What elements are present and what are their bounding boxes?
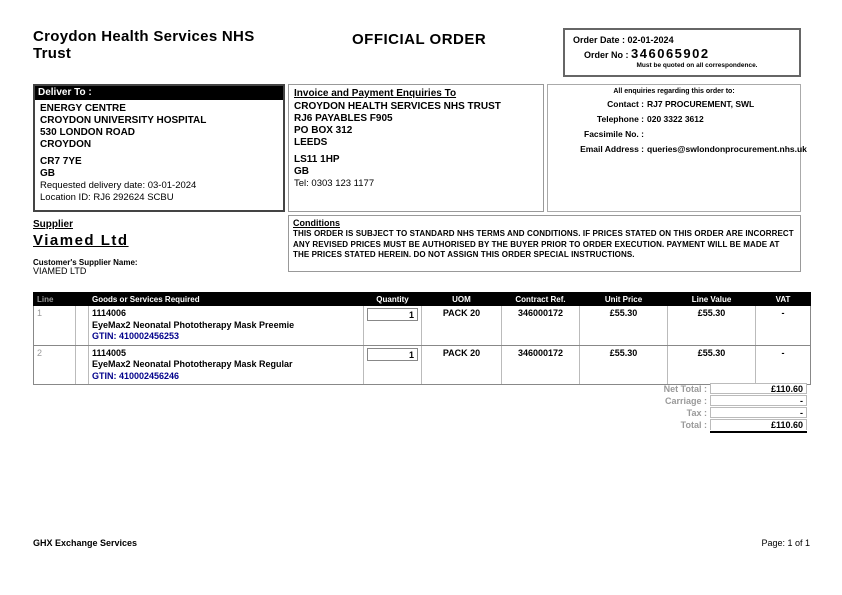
tax-label: Tax : [686,407,707,418]
invoice-address-line: CROYDON HEALTH SERVICES NHS TRUST [294,101,501,112]
col-header-uom: UOM [422,293,502,306]
item-gtin: GTIN: 410002456253 [92,331,180,341]
order-date-label: Order Date : [573,35,626,45]
table-header-row [34,293,811,306]
col-header-unit-price: Unit Price [580,293,668,306]
col-header-quantity: Quantity [364,293,422,306]
deliver-address-line: 530 LONDON ROAD [40,127,136,138]
deliver-address-line: CROYDON [40,139,92,150]
total-label: Total : [680,419,707,430]
customer-supplier-label: Customer's Supplier Name: [33,258,138,267]
telephone-label: Telephone : [596,114,644,124]
total-row [560,419,810,430]
facsimile-label: Facsimile No. : [584,129,644,139]
col-header-goods: Goods or Services Required [89,293,364,306]
order-date-value: 02-01-2024 [627,35,674,45]
quantity-value: 1 [367,308,418,321]
invoice-address-line: RJ6 PAYABLES F905 [294,113,393,124]
footer-page-number: Page: 1 of 1 [761,538,810,548]
goods-description-cell [89,306,364,346]
conditions-box [288,215,801,272]
enquiries-title: All enquiries regarding this order to: [613,88,735,95]
order-no-value: 346065902 [631,46,710,61]
quantity-cell [364,306,422,346]
net-total-label: Net Total : [663,383,707,394]
tax-row [560,407,810,418]
contract-ref-value: 346000172 [502,306,580,346]
invoice-enquiries-title: Invoice and Payment Enquiries To [294,88,457,99]
item-gtin: GTIN: 410002456246 [92,370,180,381]
goods-description-cell [89,345,364,385]
table-row [34,306,811,346]
col-header-vat: VAT [756,293,811,306]
footer-service-name: GHX Exchange Services [33,538,138,548]
telephone-value: 020 3322 3612 [647,114,704,124]
invoice-country: GB [294,166,309,177]
total-underline [710,431,807,433]
unit-price-value: £55.30 [580,345,668,385]
total-value: £110.60 [710,419,807,430]
trust-name: Croydon Health Services NHS Trust [33,28,255,62]
net-total-row [560,383,810,394]
customer-supplier-name: VIAMED LTD [33,266,87,276]
invoice-enquiries-box [288,84,544,212]
carriage-value: - [710,395,807,406]
page-title: OFFICIAL ORDER [352,31,487,48]
vat-value: - [756,345,811,385]
facsimile-value [647,129,807,139]
line-value: £55.30 [668,306,756,346]
invoice-address-line: PO BOX 312 [294,125,353,136]
item-description: EyeMax2 Neonatal Phototherapy Mask Preemie [92,319,295,330]
net-total-value: £110.60 [710,383,807,394]
line-number: 1 [34,306,76,346]
quantity-value: 1 [367,348,418,361]
deliver-address-line: CROYDON UNIVERSITY HOSPITAL [40,115,207,126]
email-value: queries@swlondonprocurement.nhs.uk [647,144,807,154]
uom-value: PACK 20 [422,306,502,346]
blank-cell [76,345,89,385]
order-date [573,35,791,45]
vat-value: - [756,306,811,346]
deliver-to-box [33,84,285,212]
requested-delivery-date: Requested delivery date: 03-01-2024 [40,180,197,191]
email-label: Email Address : [580,144,644,154]
conditions-title: Conditions [293,218,340,228]
order-note: Must be quoted on all correspondence. [636,62,758,69]
col-header-line-value: Line Value [668,293,756,306]
carriage-label: Carriage : [664,395,707,406]
deliver-postcode: CR7 7YE [40,156,82,167]
contact-value: RJ7 PROCUREMENT, SWL [647,99,755,109]
table-row [34,345,811,385]
unit-price-value: £55.30 [580,306,668,346]
invoice-address-line: LEEDS [294,137,328,148]
line-number: 2 [34,345,76,385]
location-id: Location ID: RJ6 292624 SCBU [40,192,174,203]
supplier-section-title: Supplier [33,219,74,230]
uom-value: PACK 20 [422,345,502,385]
item-code: 1114006 [92,308,127,318]
invoice-postcode: LS11 1HP [294,154,340,165]
deliver-country: GB [40,168,55,179]
enquiries-box [547,84,807,212]
order-info-box [563,28,801,77]
carriage-row [560,395,810,406]
order-no-label: Order No : [584,50,629,60]
supplier-name: Viamed Ltd [33,232,129,249]
order-items-table [33,292,811,385]
col-header-contract-ref: Contract Ref. [502,293,580,306]
tax-value: - [710,407,807,418]
line-value: £55.30 [668,345,756,385]
col-header-line: Line [34,293,76,306]
deliver-address-line: ENERGY CENTRE [40,103,126,114]
quantity-cell [364,345,422,385]
contract-ref-value: 346000172 [502,345,580,385]
contact-label: Contact : [607,99,644,109]
invoice-telephone: Tel: 0303 123 1177 [294,178,375,189]
col-header-blank [76,293,89,306]
order-number [573,46,791,61]
blank-cell [76,306,89,346]
totals-section [560,383,810,433]
deliver-to-title: Deliver To : [35,86,283,100]
item-description: EyeMax2 Neonatal Phototherapy Mask Regular [92,359,293,369]
item-code: 1114005 [92,347,127,358]
conditions-text: THIS ORDER IS SUBJECT TO STANDARD NHS TERMS AND CONDITIONS. IF PRICES STATED ON THIS ORDER ARE INCORRECT ANY REVISED PRICES MUST BE AUTHORISED BY THE BUYER PRIOR TO ORDER EXECUTION. PAYMENT WILL BE MADE AT THE PRICES STATED HEREIN. DO NOT ASSIGN THIS ORDER SPECIAL INSTRUCTIONS. [293,229,794,259]
